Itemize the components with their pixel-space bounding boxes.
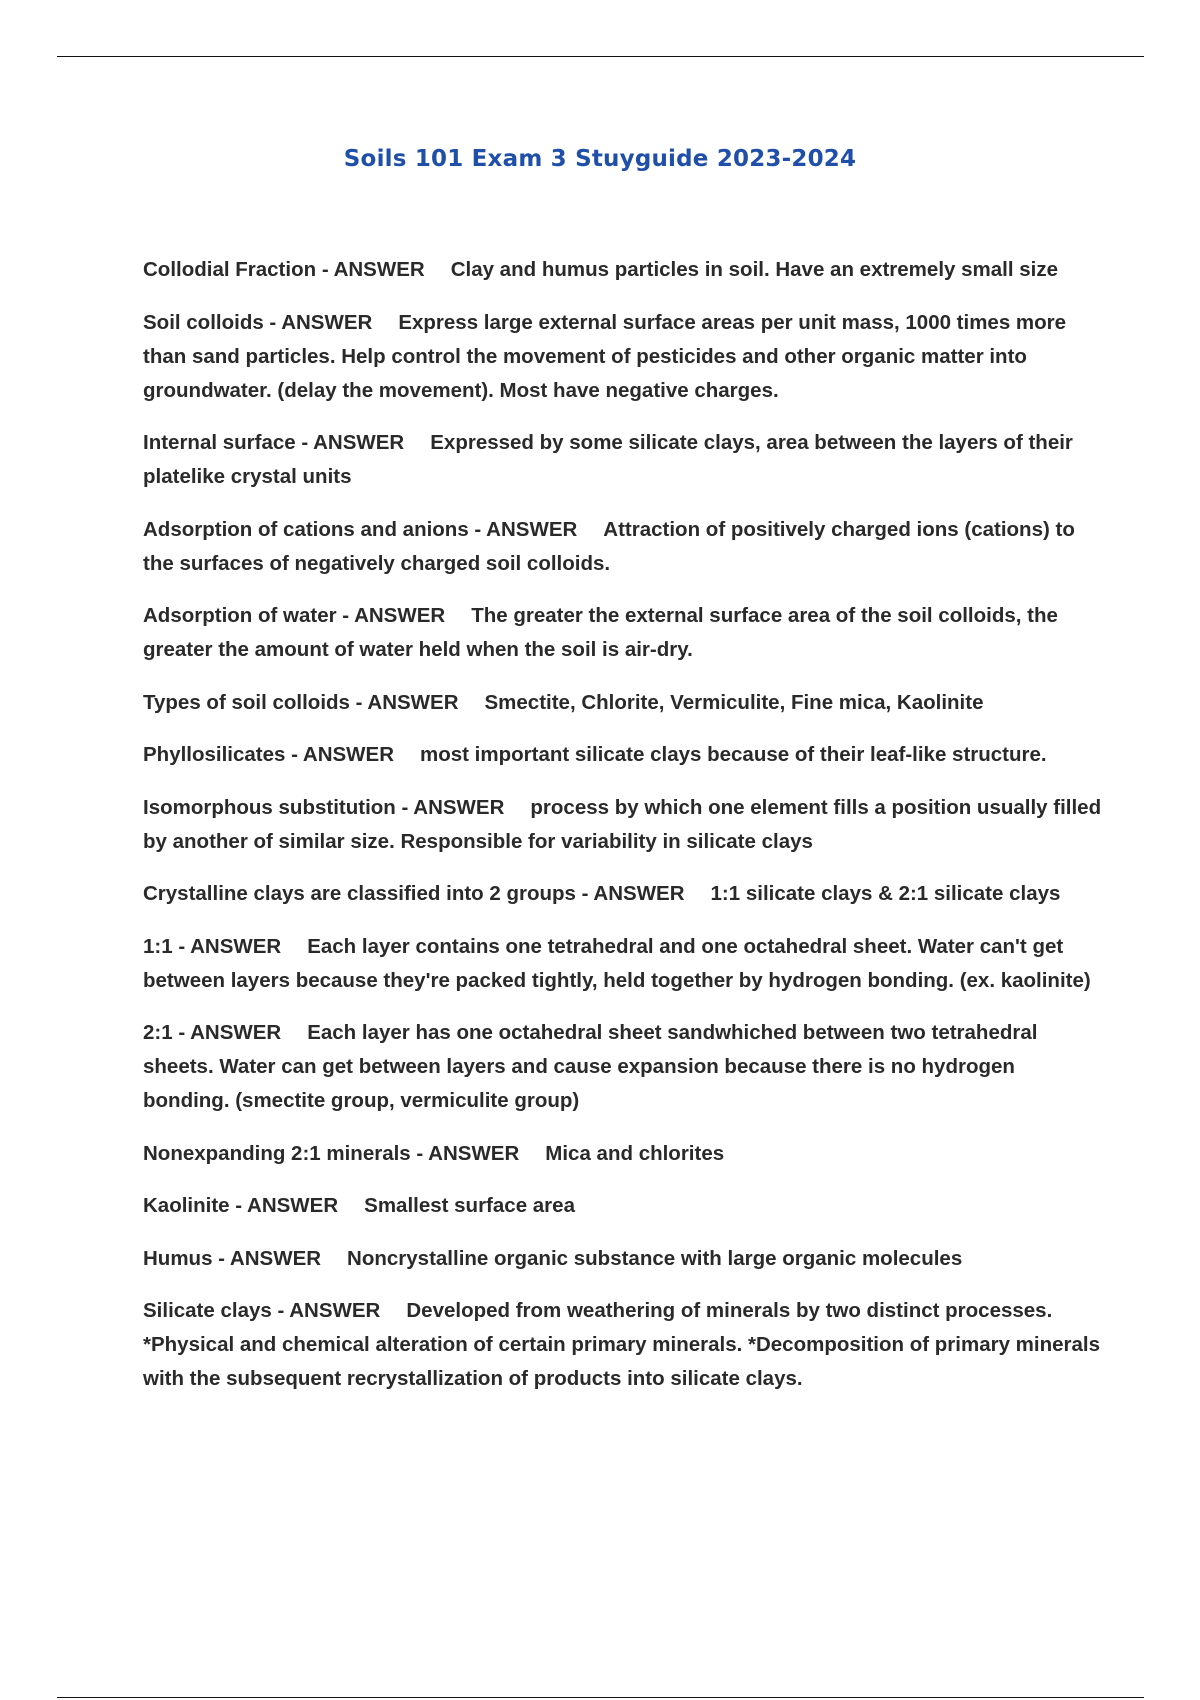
- footer-rule: [57, 1697, 1144, 1698]
- qa-answer: Noncrystalline organic substance with large organic molecules: [347, 1246, 963, 1270]
- qa-term: 1:1 - ANSWER: [143, 934, 282, 958]
- qa-term: Crystalline clays are classified into 2 groups - ANSWER: [143, 882, 685, 905]
- qa-answer: Smallest surface area: [364, 1194, 575, 1217]
- qa-answer: Smectite, Chlorite, Vermiculite, Fine mica, Kaolinite: [484, 690, 984, 714]
- qa-answer: The greater the external surface area of the soil colloids, the greater the amount of water held when the soil is air-dry.: [143, 604, 1058, 661]
- qa-item: [143, 513, 1103, 581]
- qa-item: [143, 599, 1103, 667]
- qa-answer: Expressed by some silicate clays, area between the layers of their platelike crystal units: [143, 431, 1073, 488]
- qa-term: 2:1 - ANSWER: [143, 1021, 282, 1044]
- qa-item: [143, 738, 1103, 772]
- document-title: Soils 101 Exam 3 Stuyguide 2023-2024: [343, 146, 857, 172]
- qa-answer: Clay and humus particles in soil. Have an extremely small size: [450, 258, 1058, 281]
- qa-item: [143, 253, 1103, 287]
- qa-term: Kaolinite - ANSWER: [143, 1194, 339, 1217]
- qa-term: Soil colloids - ANSWER: [143, 310, 373, 334]
- header-rule: [57, 56, 1144, 57]
- qa-item: [143, 1137, 1103, 1171]
- qa-answer: 1:1 silicate clays & 2:1 silicate clays: [710, 882, 1061, 905]
- qa-answer: most important silicate clays because of their leaf-like structure.: [420, 743, 1047, 766]
- qa-term: Internal surface - ANSWER: [143, 431, 405, 454]
- qa-answer: Mica and chlorites: [545, 1141, 725, 1165]
- qa-answer: Developed from weathering of minerals by two distinct processes. *Physical and chemical alteration of certain primary minerals. *Decomposition of primary minerals with the subsequent recrystallization of products into silicate clays.: [143, 1299, 1100, 1390]
- qa-answer: Express large external surface areas per unit mass, 1000 times more than sand particles. Help control the movement of pesticides and other organic matter into groundwater. (delay the movement). Most have negative charges.: [143, 310, 1067, 402]
- qa-answer: process by which one element fills a position usually filled by another of similar size. Responsible for variability in silicate clays: [143, 795, 1102, 853]
- qa-term: Isomorphous substitution - ANSWER: [143, 795, 505, 819]
- qa-item: [143, 791, 1103, 859]
- qa-term: Collodial Fraction - ANSWER: [143, 258, 425, 281]
- qa-term: Silicate clays - ANSWER: [143, 1299, 381, 1322]
- qa-term: Adsorption of water - ANSWER: [143, 604, 446, 627]
- qa-term: Humus - ANSWER: [143, 1246, 322, 1270]
- qa-item: [143, 1189, 1103, 1223]
- qa-list: [143, 253, 1103, 1415]
- qa-answer: Each layer has one octahedral sheet sandwhiched between two tetrahedral sheets. Water can get between layers and cause expansion because there is no hydrogen bonding. (smectite group, vermiculite group): [143, 1021, 1038, 1112]
- qa-answer: Each layer contains one tetrahedral and one octahedral sheet. Water can't get between layers because they're packed tightly, held together by hydrogen bonding. (ex. kaolinite): [143, 934, 1091, 992]
- qa-item: [143, 426, 1103, 494]
- qa-item: [143, 686, 1103, 720]
- qa-term: Phyllosilicates - ANSWER: [143, 743, 394, 766]
- qa-answer: Attraction of positively charged ions (cations) to the surfaces of negatively charged soil colloids.: [143, 517, 1075, 575]
- qa-item: [143, 930, 1103, 998]
- qa-item: [143, 1016, 1103, 1118]
- qa-term: Nonexpanding 2:1 minerals - ANSWER: [143, 1141, 520, 1165]
- qa-item: [143, 306, 1103, 408]
- qa-term: Types of soil colloids - ANSWER: [143, 690, 459, 714]
- qa-item: [143, 1242, 1103, 1276]
- qa-item: [143, 877, 1103, 911]
- qa-term: Adsorption of cations and anions - ANSWER: [143, 517, 578, 541]
- qa-item: [143, 1294, 1103, 1396]
